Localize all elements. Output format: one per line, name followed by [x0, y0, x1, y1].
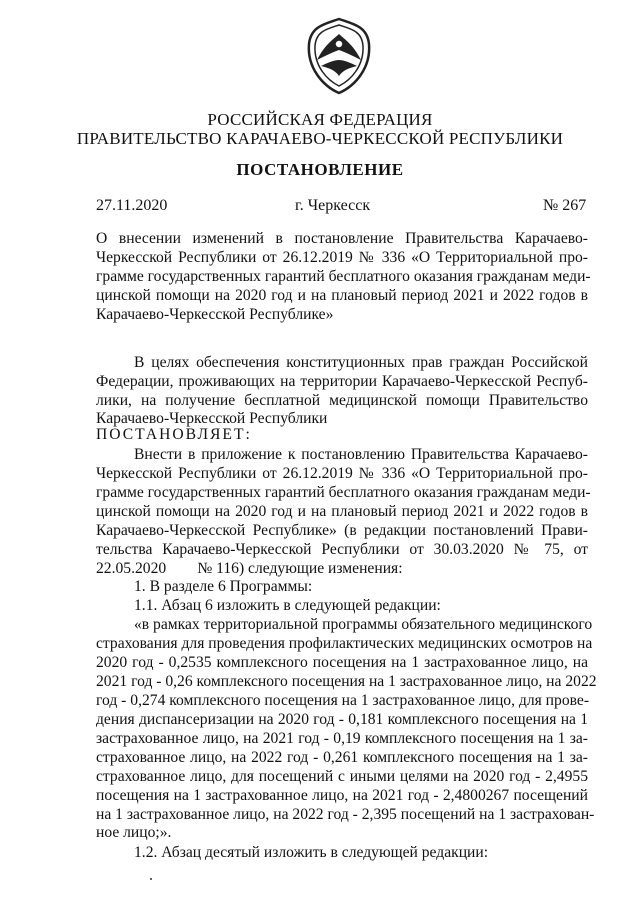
item-1-1: 1.1. Абзац 6 изложить в следующей редакции:: [134, 597, 441, 614]
preamble-line: Карачаево-Черкесской Республики: [96, 410, 328, 427]
body-line: Черкесской Республики от 26.12.2019 № 336 «О Территориальной про-: [96, 465, 588, 482]
quote-line: страхованное лицо, для посещений с иными целями на 2020 год - 2,4955: [96, 768, 588, 785]
subject-line: цинской помощи на 2020 год и на плановый период 2021 и 2022 годов в: [96, 287, 588, 304]
preamble-line: В целях обеспечения конституционных прав граждан Российской: [134, 354, 588, 371]
emblem-icon: [303, 16, 375, 96]
preamble-line: лики, на получение бесплатной медицинской помощи Правительство: [96, 392, 588, 409]
item-1-2: 1.2. Абзац десятый изложить в следующей редакции:: [134, 844, 489, 861]
body-line: Внести в приложение к постановлению Правительства Карачаево-: [134, 446, 588, 463]
subject-line: Карачаево-Черкесской Республике»: [96, 306, 334, 323]
document-number: № 267: [543, 197, 587, 214]
body-line: 22.05.2020 № 116) следующие изменения:: [96, 560, 403, 577]
subject-line: грамме государственных гарантий бесплатного оказания гражданам меди-: [96, 268, 591, 285]
header-government: ПРАВИТЕЛЬСТВО КАРАЧАЕВО-ЧЕРКЕССКОЙ РЕСПУБЛИКИ: [76, 129, 564, 148]
subject-line: Черкесской Республики от 26.12.2019 № 336 «О Территориальной про-: [96, 249, 588, 266]
body-line: Карачаево-Черкесской Республике» (в редакции постановлений Прави-: [96, 522, 588, 539]
quote-line: 2021 год - 0,26 комплексного посещения на 1 застрахованное лицо, на 2022: [96, 673, 597, 690]
quote-line: год - 0,274 комплексного посещения на 1 застрахованное лицо, для прове-: [96, 692, 590, 709]
quote-line: «в рамках территориальной программы обязательного медицинского: [134, 616, 593, 633]
document-date: 27.11.2020: [96, 197, 168, 214]
decree-word: ПОСТАНОВЛЯЕТ:: [96, 426, 252, 443]
quote-line: 2020 год - 0,2535 комплексного посещения на 1 застрахованное лицо, на: [96, 654, 588, 671]
quote-line: застрахованное лицо, на 2021 год - 0,19 комплексного посещения на 1 за-: [96, 730, 588, 747]
quote-line: дения диспансеризации на 2020 год - 0,181 комплексного посещения на 1: [96, 711, 588, 728]
quote-line: посещения на 1 застрахованное лицо, на 2021 год - 2,4800267 посещений: [96, 787, 588, 804]
header-country: РОССИЙСКАЯ ФЕДЕРАЦИЯ: [207, 110, 433, 129]
quote-line: страхованное лицо, на 2022 год - 0,261 комплексного посещения на 1 за-: [96, 749, 588, 766]
body-line: тельства Карачаево-Черкесской Республики от 30.03.2020 № 75, от: [96, 541, 588, 558]
body-line: цинской помощи на 2020 год и на плановый период 2021 и 2022 годов в: [96, 503, 588, 520]
document-title: ПОСТАНОВЛЕНИЕ: [236, 160, 404, 179]
scan-speck: [150, 878, 152, 880]
quote-line: страхования для проведения профилактических медицинских осмотров на: [96, 635, 593, 652]
body-line: грамме государственных гарантий бесплатного оказания гражданам меди-: [96, 484, 591, 501]
quote-line: на 1 застрахованное лицо, на 2022 год - 2,395 посещений на 1 застрахован-: [96, 806, 595, 823]
preamble-line: Федерации, проживающих на территории Карачаево-Черкесской Респуб-: [96, 373, 588, 390]
quote-line: ное лицо;».: [96, 824, 172, 841]
document-city: г. Черкесск: [295, 197, 371, 214]
item-1: 1. В разделе 6 Программы:: [134, 578, 313, 595]
subject-line: О внесении изменений в постановление Правительства Карачаево-: [96, 230, 588, 247]
